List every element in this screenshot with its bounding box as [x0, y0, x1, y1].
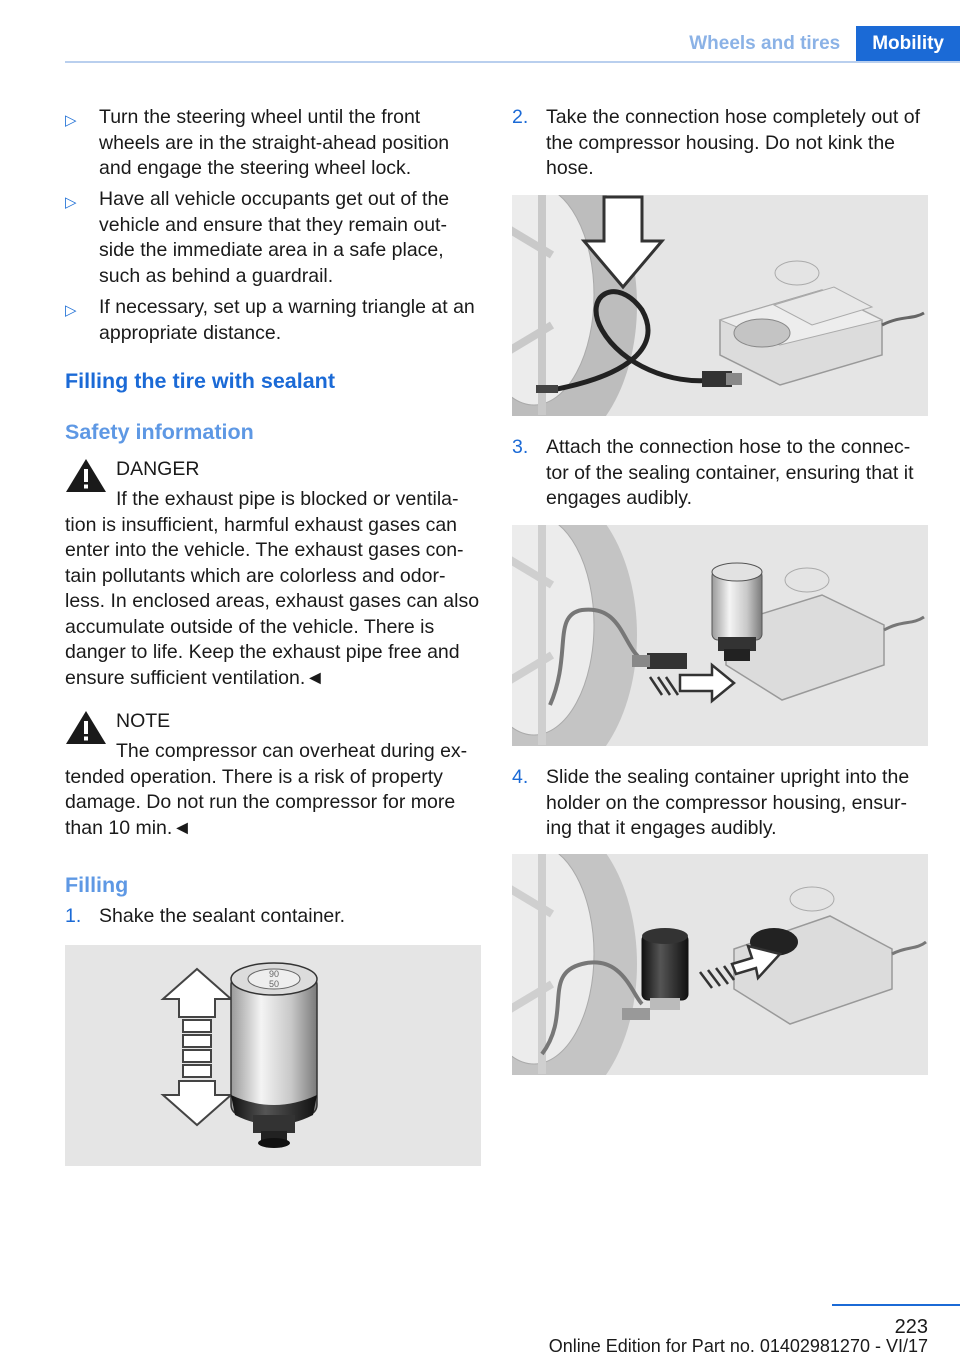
note-title: NOTE [116, 710, 171, 732]
container-label-bottom: 50 [268, 979, 280, 989]
step-item [512, 105, 928, 182]
step-text: Slide the sealing container upright into the holder on the compressor housing, ensur-ing that it engages audibly. [546, 766, 910, 839]
step-text: Attach the connection hose to the connec-tor of the sealing container, ensuring that it engages audibly. [546, 436, 914, 509]
step-number: 4. [512, 766, 529, 788]
triangle-bullet-icon: ▷ [65, 194, 77, 211]
section-title: Wheels and tires [689, 32, 841, 54]
slide-container-illustration [512, 854, 928, 1075]
container-label-top: 90 [268, 969, 280, 979]
step-number: 1. [65, 905, 82, 927]
section-heading: Filling the tire with sealant [65, 369, 335, 393]
compressor-hose-image [512, 195, 928, 416]
step-item [512, 765, 928, 842]
subsection-heading: Filling [65, 873, 129, 897]
slide-container-image [512, 854, 928, 1075]
bullet-text: Turn the steering wheel until the front wheels are in the straight-ahead position and engage the steering wheel lock. [99, 106, 450, 179]
page-number: 223 [894, 1316, 928, 1338]
attach-hose-image [512, 525, 928, 746]
bullet-item [65, 105, 481, 182]
step-item [512, 435, 928, 512]
step-number: 3. [512, 436, 529, 458]
page-header [673, 26, 960, 61]
attach-hose-illustration [512, 525, 928, 746]
edition-note: Online Edition for Part no. 01402981270 - VI/17 [548, 1336, 928, 1356]
bullet-text: Have all vehicle occupants get out of the vehicle and ensure that they remain out-side the immediate area in a safe place, such as behind a guardrail. [99, 188, 450, 287]
step-number: 2. [512, 106, 529, 128]
step-text: Shake the sealant container. [99, 905, 346, 927]
subsection-heading: Safety information [65, 420, 254, 444]
note-text: The compressor can overheat during ex-tended operation. There is a risk of property damage. Do not run the compressor for more than 10 min.◄ [65, 740, 468, 839]
bullet-item [65, 295, 481, 346]
sealant-container-image [65, 945, 481, 1166]
danger-title: DANGER [116, 458, 200, 480]
step-item [65, 904, 481, 930]
bullet-text: If necessary, set up a warning triangle at an appropriate distance. [99, 296, 475, 344]
header-divider [65, 61, 960, 63]
chapter-tab: Mobility [856, 26, 960, 61]
triangle-bullet-icon: ▷ [65, 302, 77, 319]
danger-text: If the exhaust pipe is blocked or ventila-tion is insufficient, harmful exhaust gases can enter into the vehicle. The exhaust gases con-tain pollutants which are colorless and odor-less. In enclosed areas, exhaust gases can also accumulate outside of the vehicle. There is danger to life. Keep the exhaust pipe free and ensure sufficient ventilation.◄ [65, 488, 480, 689]
bullet-item [65, 187, 481, 289]
triangle-bullet-icon: ▷ [65, 112, 77, 129]
footer-divider [832, 1304, 960, 1306]
hose-out-illustration [512, 195, 928, 416]
shake-container-illustration [65, 945, 481, 1166]
step-text: Take the connection hose completely out of the compressor housing. Do not kink the hose. [546, 106, 920, 179]
